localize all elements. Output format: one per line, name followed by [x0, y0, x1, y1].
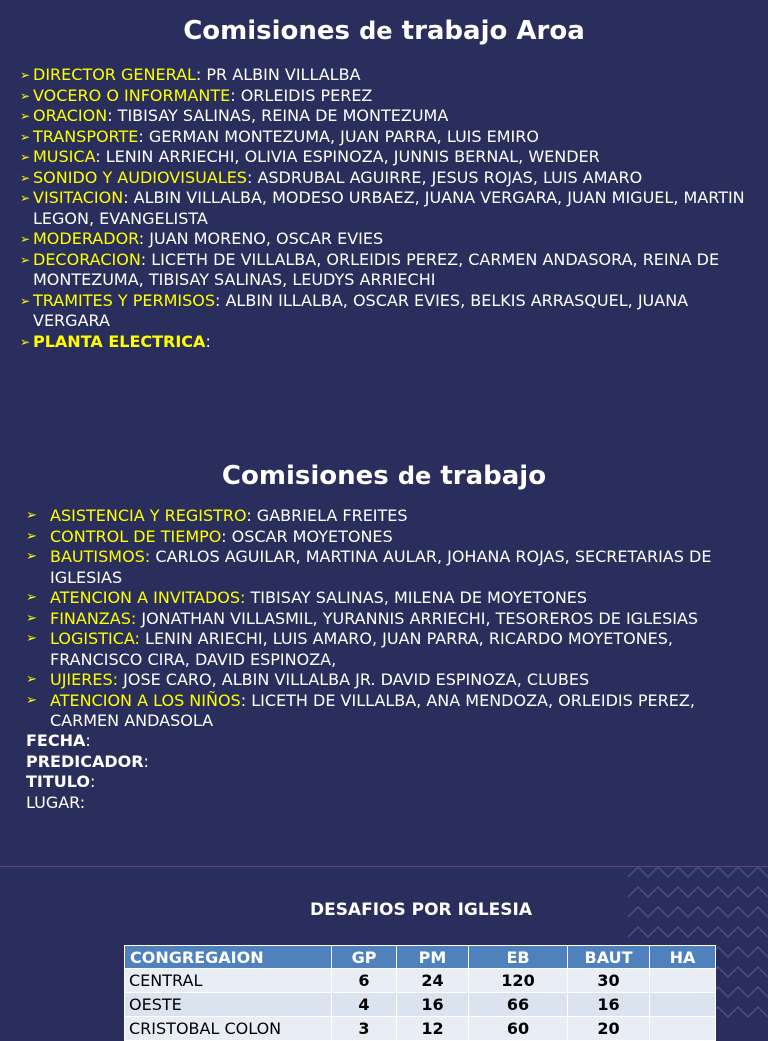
- commission-members: JOSE CARO, ALBIN VILLALBA JR. DAVID ESPINOZA, CLUBES: [123, 670, 590, 689]
- commission-label: UJIERES:: [50, 670, 119, 689]
- column-header: BAUT: [568, 946, 650, 969]
- value-cell: [650, 1017, 716, 1041]
- commission-item: [20, 147, 760, 168]
- commission-members: TIBISAY SALINAS, MILENA DE MOYETONES: [250, 588, 588, 607]
- commission-label: ASISTENCIA Y REGISTRO: [50, 506, 247, 525]
- commission-item: [26, 588, 766, 609]
- separator: :: [230, 85, 241, 105]
- commission-label: TRANSPORTE: [33, 126, 139, 146]
- bullet-arrow-icon: ➢: [20, 293, 31, 308]
- commission-label: ORACION: [33, 106, 108, 125]
- value-cell: 66: [469, 993, 568, 1017]
- bullet-arrow-icon: ➢: [26, 692, 37, 708]
- slide-2-title: [0, 432, 768, 491]
- commission-item: [26, 629, 766, 670]
- commission-members: JONATHAN VILLASMIL, YURANNIS ARRIECHI, TESOREROS DE IGLESIAS: [141, 608, 699, 628]
- bullet-arrow-icon: ➢: [26, 590, 37, 605]
- separator: :: [215, 290, 226, 310]
- commission-members: PR ALBIN VILLALBA: [206, 65, 361, 84]
- bullet-arrow-icon: ➢: [20, 232, 31, 246]
- slide-2-title-word-1: Comisiones: [221, 461, 389, 491]
- commission-members: CARLOS AGUILAR, MARTINA AULAR, JOHANA ROJAS, SECRETARIAS DE IGLESIAS: [50, 547, 712, 587]
- commission-members: TIBISAY SALINAS, REINA DE MONTEZUMA: [117, 106, 449, 125]
- bullet-arrow-icon: ➢: [26, 672, 37, 687]
- bullet-arrow-icon: ➢: [20, 252, 31, 267]
- column-header: EB: [469, 946, 568, 969]
- slide-2: [0, 432, 768, 864]
- table-row: [125, 1017, 716, 1041]
- value-cell: [650, 969, 716, 993]
- commission-members: JUAN MORENO, OSCAR EVIES: [149, 229, 384, 248]
- bullet-arrow-icon: ➢: [20, 109, 31, 123]
- column-header: GP: [332, 946, 397, 969]
- value-cell: 4: [332, 993, 397, 1017]
- separator: :: [107, 106, 118, 125]
- commission-label: DIRECTOR GENERAL: [33, 65, 196, 84]
- bullet-arrow-icon: ➢: [20, 334, 31, 349]
- congregation-name-cell: OESTE: [125, 993, 332, 1017]
- slide-1-title-word-2: de: [359, 17, 393, 45]
- commission-label: DECORACION: [33, 249, 141, 269]
- commission-label: VOCERO O INFORMANTE: [33, 85, 231, 105]
- predicador-field: PREDICADOR:: [26, 751, 149, 771]
- table-row: [125, 993, 716, 1017]
- separator: :: [240, 690, 252, 710]
- slide-2-title-word-3: trabajo: [440, 461, 547, 491]
- commission-item: [26, 527, 766, 548]
- commission-members: LENIN ARIECHI, LUIS AMARO, JUAN PARRA, RICARDO MOYETONES, FRANCISCO CIRA, DAVID ESPINOZA,: [50, 629, 674, 669]
- commission-item: [20, 168, 760, 189]
- column-header: HA: [650, 946, 716, 969]
- commission-label: VISITACION: [33, 188, 124, 207]
- value-cell: 16: [568, 993, 650, 1017]
- bullet-arrow-icon: ➢: [20, 170, 31, 185]
- commission-members: OSCAR MOYETONES: [231, 526, 393, 546]
- bullet-arrow-icon: ➢: [20, 191, 31, 205]
- bullet-arrow-icon: ➢: [20, 150, 31, 164]
- lugar-field: LUGAR:: [26, 792, 86, 812]
- congregation-name-cell: CRISTOBAL COLON: [125, 1017, 332, 1041]
- challenges-table: [124, 945, 716, 1041]
- bullet-arrow-icon: ➢: [26, 508, 37, 523]
- commission-item: [26, 506, 766, 527]
- commission-item: [20, 86, 760, 107]
- bullet-arrow-icon: ➢: [20, 68, 31, 82]
- separator: :: [140, 249, 152, 269]
- slide-1-title: [0, 0, 768, 46]
- value-cell: 30: [568, 969, 650, 993]
- table-title: DESAFIOS POR IGLESIA: [309, 900, 533, 920]
- table-row: [125, 969, 716, 993]
- commission-item: [20, 65, 760, 86]
- column-header: CONGREGAION: [125, 946, 332, 969]
- separator: :: [195, 65, 207, 84]
- commission-members: GABRIELA FREITES: [256, 506, 408, 525]
- table-header-row: [125, 946, 716, 969]
- commission-label: SONIDO Y AUDIOVISUALES: [33, 167, 247, 187]
- fecha-field: FECHA:: [26, 731, 91, 750]
- value-cell: 20: [568, 1017, 650, 1041]
- commission-item: [20, 229, 760, 250]
- commission-members: LICETH DE VILLALBA, ANA MENDOZA, ORLEIDIS PEREZ, CARMEN ANDASOLA: [50, 690, 695, 730]
- separator: :: [138, 229, 150, 248]
- bullet-arrow-icon: ➢: [26, 610, 37, 626]
- event-details: [26, 731, 149, 813]
- slide-3: [0, 866, 768, 1038]
- titulo-field: TITULO:: [26, 772, 96, 791]
- commission-members: LENIN ARRIECHI, OLIVIA ESPINOZA, JUNNIS BERNAL, WENDER: [105, 147, 600, 166]
- commission-label: LOGISTICA:: [50, 629, 140, 648]
- separator: :: [95, 147, 106, 166]
- slide-2-title-word-2: de: [397, 462, 432, 490]
- commission-item: [26, 547, 766, 588]
- slide-1: [0, 0, 768, 432]
- separator: :: [221, 526, 232, 546]
- congregation-name-cell: CENTRAL: [125, 969, 332, 993]
- value-cell: 3: [332, 1017, 397, 1041]
- commission-list-1: [20, 65, 760, 352]
- commission-list-2: [26, 506, 766, 732]
- value-cell: 6: [332, 969, 397, 993]
- bullet-arrow-icon: ➢: [26, 631, 37, 646]
- value-cell: 60: [469, 1017, 568, 1041]
- value-cell: 12: [397, 1017, 469, 1041]
- commission-item: [20, 291, 760, 332]
- commission-members: ALBIN VILLALBA, MODESO URBAEZ, JUANA VERGARA, JUAN MIGUEL, MARTIN LEGON, EVANGELISTA: [33, 188, 745, 228]
- commission-label: ATENCION A LOS NIÑOS: [50, 690, 241, 710]
- commission-label: CONTROL DE TIEMPO: [50, 526, 222, 546]
- value-cell: [650, 993, 716, 1017]
- separator: :: [205, 331, 211, 351]
- commission-item: [20, 106, 760, 127]
- column-header: PM: [397, 946, 469, 969]
- commission-item: [20, 332, 760, 353]
- commission-members: ASDRUBAL AGUIRRE, JESUS ROJAS, LUIS AMARO: [257, 167, 643, 187]
- separator: :: [246, 167, 258, 187]
- slide-1-title-word-3: trabajo Aroa: [401, 16, 585, 46]
- commission-members: GERMAN MONTEZUMA, JUAN PARRA, LUIS EMIRO: [148, 126, 539, 146]
- commission-label: MODERADOR: [33, 229, 139, 248]
- separator: :: [138, 126, 149, 146]
- value-cell: 16: [397, 993, 469, 1017]
- slide-1-title-word-1: Comisiones: [183, 16, 351, 46]
- commission-item: [26, 670, 766, 691]
- bullet-arrow-icon: ➢: [26, 528, 37, 544]
- commission-members: ORLEIDIS PEREZ: [240, 85, 373, 105]
- commission-item: [20, 127, 760, 148]
- bullet-arrow-icon: ➢: [20, 129, 31, 144]
- commission-label: ATENCION A INVITADOS:: [50, 588, 246, 607]
- commission-label: TRAMITES Y PERMISOS: [33, 290, 215, 310]
- commission-members: LICETH DE VILLALBA, ORLEIDIS PEREZ, CARMEN ANDASORA, REINA DE MONTEZUMA, TIBISAY SALINAS, LEUDYS ARRIECHI: [33, 249, 720, 289]
- commission-item: [20, 188, 760, 229]
- table-body: [125, 969, 716, 1041]
- separator: :: [123, 188, 134, 207]
- separator: :: [246, 506, 257, 525]
- bullet-arrow-icon: ➢: [20, 88, 31, 103]
- value-cell: 120: [469, 969, 568, 993]
- commission-label: BAUTISMOS:: [50, 547, 151, 566]
- commission-label: MUSICA: [33, 147, 96, 166]
- commission-item: [20, 250, 760, 291]
- commission-item: [26, 691, 766, 732]
- bullet-arrow-icon: ➢: [26, 549, 37, 564]
- value-cell: 24: [397, 969, 469, 993]
- commission-item: [26, 609, 766, 630]
- commission-label: PLANTA ELECTRICA: [33, 331, 206, 351]
- commission-label: FINANZAS:: [50, 608, 137, 628]
- commission-members: ALBIN ILLALBA, OSCAR EVIES, BELKIS ARRASQUEL, JUANA VERGARA: [33, 290, 689, 330]
